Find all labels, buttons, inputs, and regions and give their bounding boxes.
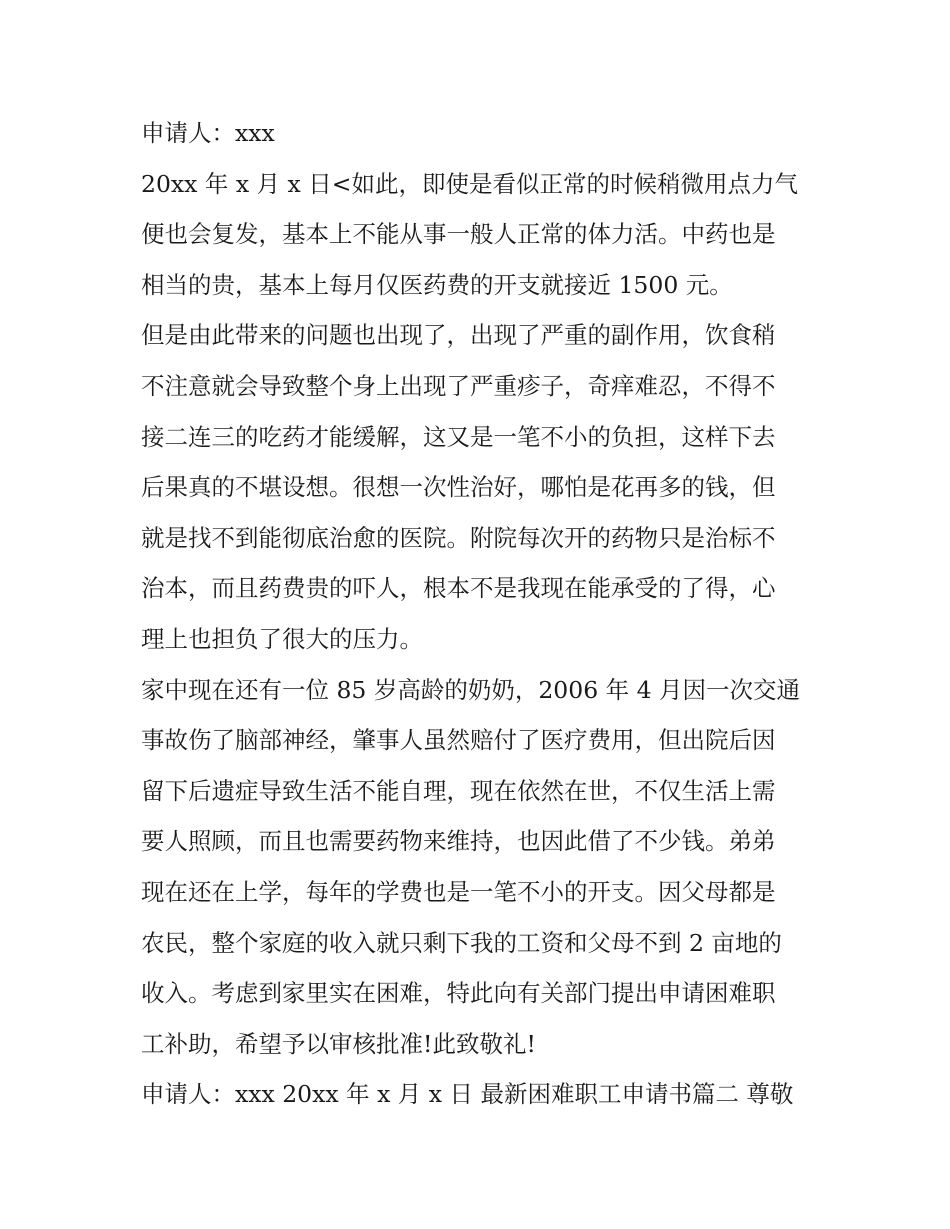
text-line: 后果真的不堪设想。很想一次性治好，哪怕是花再多的钱，但: [141, 473, 776, 502]
text-line: 接二连三的吃药才能缓解，这又是一笔不小的负担，这样下去: [141, 422, 776, 451]
text-line: 事故伤了脑部神经，肇事人虽然赔付了医疗费用，但出院后因: [141, 726, 776, 755]
text-line: 家中现在还有一位 85 岁高龄的奶奶，2006 年 4 月因一次交通: [141, 675, 801, 704]
text-line: 农民，整个家庭的收入就只剩下我的工资和父母不到 2 亩地的: [141, 928, 782, 957]
text-line: 留下后遗症导致生活不能自理，现在依然在世，不仅生活上需: [141, 776, 776, 805]
text-line: 收入。考虑到家里实在困难，特此向有关部门提出申请困难职: [141, 979, 776, 1008]
text-line: 现在还在上学，每年的学费也是一笔不小的开支。因父母都是: [141, 877, 776, 906]
text-line: 理上也担负了很大的压力。: [141, 624, 423, 653]
text-line: 相当的贵，基本上每月仅医药费的开支就接近 1500 元。: [141, 270, 733, 299]
text-line: 但是由此带来的问题也出现了，出现了严重的副作用，饮食稍: [141, 321, 776, 350]
text-line-applicant: 申请人：xxx: [141, 119, 275, 147]
document-body: [141, 108, 821, 1120]
text-line: 工补助，希望予以审核批准!此致敬礼!: [141, 1029, 536, 1058]
text-line: 就是找不到能彻底治愈的医院。附院每次开的药物只是治标不: [141, 523, 776, 552]
text-line-signature: 申请人：xxx 20xx 年 x 月 x 日 最新困难职工申请书篇二 尊敬: [141, 1080, 794, 1109]
text-line: 要人照顾，而且也需要药物来维持，也因此借了不少钱。弟弟: [141, 827, 776, 856]
text-line: 便也会复发，基本上不能从事一般人正常的体力活。中药也是: [141, 220, 776, 249]
text-line: 治本，而且药费贵的吓人，根本不是我现在能承受的了得，心: [141, 574, 776, 603]
text-line: 20xx 年 x 月 x 日<如此，即使是看似正常的时候稍微用点力气: [141, 169, 798, 198]
text-line: 不注意就会导致整个身上出现了严重疹子，奇痒难忍，不得不: [141, 371, 776, 400]
